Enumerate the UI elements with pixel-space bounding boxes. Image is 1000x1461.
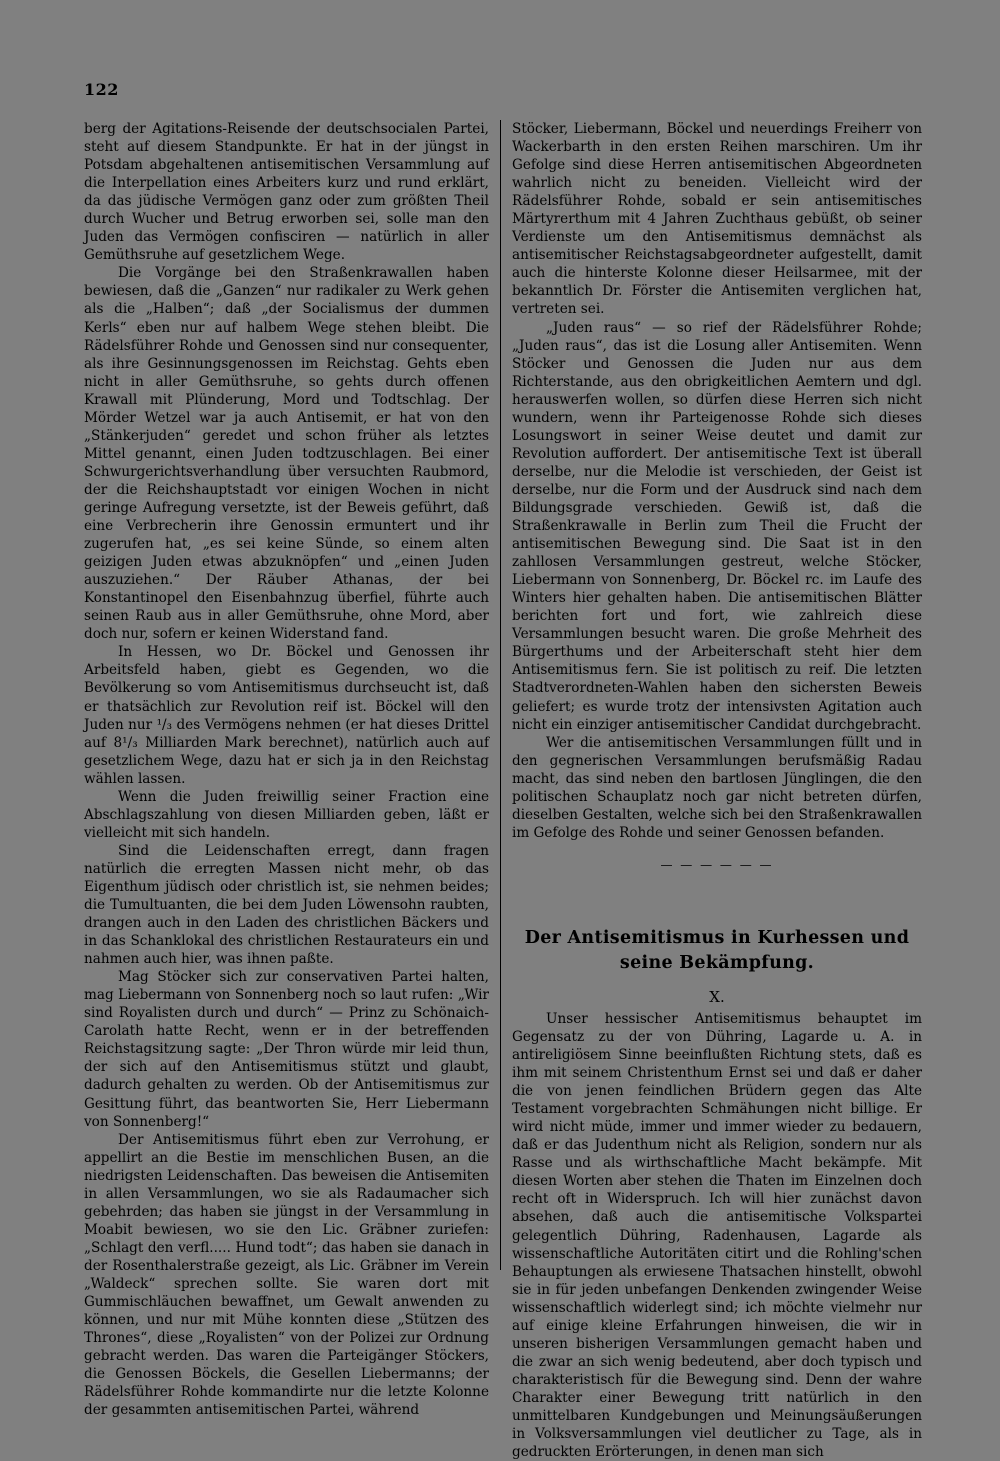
- paragraph: Sind die Leidenschaften erregt, dann fragen natürlich die erregten Massen nicht mehr, ob das Eigenthum jüdisch oder christlich ist, sie nehmen beides; die Tumultuanten, die bei dem Juden Löwensohn raubten, drangen auch in den Laden des christlichen Bäckers und in das Schanklokal des christlichen Restaurateurs ein und nahmen auch hier, was ihnen paßte.: [84, 842, 489, 968]
- paragraph: berg der Agitations-Reisende der deutschsocialen Partei, steht auf diesem Standpunkte. Er hat in der jüngst in Potsdam abgehaltenen antisemitischen Versammlung auf die Interpellation eines Arbeiters kurz und rund erklärt, da das jüdische Vermögen ganz oder zum größten Theil durch Wucher und Betrug erworben sei, solle man den Juden das Vermögen confisciren — natürlich in aller Gemüthsruhe auf gesetzlichem Wege.: [84, 121, 489, 264]
- left-column: [84, 120, 489, 1419]
- paragraph: Stöcker, Liebermann, Böckel und neuerdings Freiherr von Wackerbarth in den ersten Reihen marschiren. Um ihr Gefolge sind diese Herren antisemitischen Abgeordneten wahrlich nicht zu beneiden. Vielleicht wird der Rädelsführer Rohde, sobald er sein antisemitisches Märtyrerthum mit 4 Jahren Zuchthaus gebüßt, ob seiner Verdienste um den Antisemitismus demnächst als antisemitischer Reichstagsabgeordneter aufgestellt, damit auch die hinterste Kolonne dieser Heilsarmee, mit der bekanntlich Dr. Förster die Antisemiten verglichen hat, vertreten sei.: [512, 121, 922, 318]
- paragraph: Der Antisemitismus führt eben zur Verrohung, er appellirt an die Bestie im menschlichen Busen, an die niedrigsten Leidenschaften. Das beweisen die Antisemiten in allen Versammlungen, wo sie als Radaumacher sich gebehrden; das haben sie jüngst in der Versammlung in Moabit bewiesen, wo sie den Lic. Gräbner zuriefen: „Schlagt den verfl..... Hund todt“; das haben sie danach in der Rosenthalerstraße gezeigt, als Lic. Gräbner im Verein „Waldeck“ sprechen sollte. Sie waren dort mit Gummischläuchen bewaffnet, um Gewalt anwenden zu können, und nur mit Mühe konnten diese „Stützen des Thrones“, diese „Royalisten“ von der Polizei zur Ordnung gebracht werden. Das waren die Parteigänger Stöckers, die Genossen Böckels, die Gesellen Liebermanns; der Rädelsführer Rohde kommandirte nur die letzte Kolonne der gesammten antisemitischen Partei, während: [84, 1131, 489, 1419]
- paragraph: In Hessen, wo Dr. Böckel und Genossen ihr Arbeitsfeld haben, giebt es Gegenden, wo die Bevölkerung so vom Antisemitismus durchseucht ist, daß er thatsächlich zur Revolution reif ist. Böckel will den Juden nur ¹/₃ des Vermögens nehmen (er hat dieses Drittel auf 8¹/₃ Milliarden Mark berechnet), natürlich auch auf gesetzlichem Wege, dazu hat er sich ja in den Reichstag wählen lassen.: [84, 644, 489, 787]
- section-separator: — — — — — —: [660, 857, 774, 872]
- right-column: [512, 120, 922, 1461]
- paragraph: „Juden raus“ — so rief der Rädelsführer Rohde; „Juden raus“, das ist die Losung aller Antisemiten. Wenn Stöcker und Genossen die Juden nur aus dem Richterstande, aus den obrigkeitlichen Aemtern und dgl. herauswerfen wollen, so dürfen diese Herren sich nicht wundern, wenn ihr Parteigenosse Rohde sich dieses Losungswort in seiner Weise deutet und damit zur Revolution auffordert. Der antisemitische Text ist überall derselbe, nur die Melodie ist verschieden, der Geist ist derselbe, nur die Form und der Ausdruck sind nach dem Bildungsgrade verschieden. Gewiß ist, daß die Straßenkrawalle in Berlin zum Theil die Frucht der antisemitischen Bewegung sind. Die Saat ist in den zahllosen Versammlungen gestreut, welche Stöcker, Liebermann von Sonnenberg, Dr. Böckel rc. im Laufe des Winters hier gehalten haben. Die antisemitischen Blätter berichten fort und fort, wie zahlreich diese Versammlungen besucht waren. Die große Mehrheit des Bürgerthums und der Arbeiterschaft steht hier dem Antisemitismus fern. Sie ist politisch zu reif. Die letzten Stadtverordneten-Wahlen haben den sichersten Beweis geliefert; es wurde trotz der intensivsten Agitation auch nicht ein einziger antisemitischer Candidat durchgebracht.: [512, 319, 922, 733]
- paragraph: Wenn die Juden freiwillig seiner Fraction eine Abschlagszahlung von diesen Milliarden geben, läßt er vielleicht mit sich handeln.: [84, 788, 489, 841]
- paragraph: Die Vorgänge bei den Straßenkrawallen haben bewiesen, daß die „Ganzen“ nur radikaler zu Werk gehen als die „Halben“; daß „der Socialismus der dummen Kerls“ eben nur auf halbem Wege stehen bleibt. Die Rädelsführer Rohde und Genossen sind nur consequenter, als ihre Gesinnungsgenossen im Reichstag. Gehts eben nicht in aller Gemüthsruhe, so gehts durch offenen Krawall mit Plünderung, Mord und Todtschlag. Der Mörder Wetzel war ja auch Antisemit, er hat von den „Stänkerjuden“ geredet und schon früher als letztes Mittel genannt, einen Juden todtzuschlagen. Bei einer Schwurgerichtsverhandlung über versuchten Raubmord, der die Reichshauptstadt vor einigen Wochen in nicht geringe Aufregung versetzte, ist der Beweis geführt, daß eine Verbrecherin ihre Genossin ermuntert und ihr zugerufen hat, „es sei keine Sünde, so einem alten geizigen Juden etwas abzuknöpfen“ und „einen Juden auszuziehen.“ Der Räuber Athanas, der bei Konstantinopel den Eisenbahnzug überfiel, führte auch seinen Raub aus in aller Gemüthsruhe, ohne Mord, aber doch nur, sofern er keinen Widerstand fand.: [84, 265, 489, 643]
- article-body: Unser hessischer Antisemitismus behauptet im Gegensatz zu der von Dühring, Lagarde u. A. in antireligiösem Sinne beeinflußten Richtung stets, daß es ihm mit seinem Christenthum Ernst sei und daß er daher die von jenen feindlichen Brüdern gegen das Alte Testament vorgebrachten Schmähungen nicht billige. Er wird nicht müde, immer und immer wieder zu bedauern, daß er das Judenthum nicht als Religion, sondern nur als Rasse und als wirthschaftliche Macht bekämpfe. Mit diesen Worten aber stehen die Thaten im Einzelnen doch recht oft in Widerspruch. Ich will hier zunächst davon absehen, daß auch die antisemitische Volkspartei gelegentlich Dühring, Radenhausen, Lagarde als wissenschaftliche Autoritäten citirt und die Rohling'schen Behauptungen als erwiesene Thatsachen hinstellt, obwohl sie in für jeden unbefangen Denkenden zwingender Weise wissenschaftlich widerlegt sind; ich möchte vielmehr nur auf einige kleine Erfahrungen hinweisen, die wir in unseren bisherigen Versammlungen gemacht haben und die zwar an sich wenig bedeutend, aber doch typisch und charakteristisch für die Bewegung sind. Denn der wahre Charakter einer Bewegung tritt natürlich in den unmittelbaren Kundgebungen und Meinungsäußerungen in Volksversammlungen viel deutlicher zu Tage, als in gedruckten Erörterungen, in denen man sich: [512, 1010, 922, 1461]
- paragraph: Mag Stöcker sich zur conservativen Partei halten, mag Liebermann von Sonnenberg noch so laut rufen: „Wir sind Royalisten durch und durch“ — Prinz zu Schönaich-Carolath hatte Recht, wenn er in der betreffenden Reichstagsitzung sagte: „Der Thron würde mir leid thun, der sich auf den Antisemitismus stützt und glaubt, dadurch gehalten zu werden. Ob der Antisemitismus zur Gesittung führt, das beantworten Sie, Herr Liebermann von Sonnenberg!“: [84, 969, 489, 1130]
- column-divider: [500, 120, 501, 1270]
- article-title: Der Antisemitismus in Kurhessen und seine Bekämpfung.: [524, 927, 910, 973]
- paragraph: Wer die antisemitischen Versammlungen füllt und in den gegnerischen Versammlungen berufsmäßig Radau macht, das sind neben den bartlosen Jünglingen, die den politischen Schauplatz noch gar nicht betreten dürfen, dieselben Gestalten, welche sich bei den Straßenkrawallen im Gefolge des Rohde und seiner Genossen befanden.: [512, 734, 922, 841]
- page-number: 122: [84, 80, 119, 99]
- article-section-number: X.: [709, 987, 725, 1006]
